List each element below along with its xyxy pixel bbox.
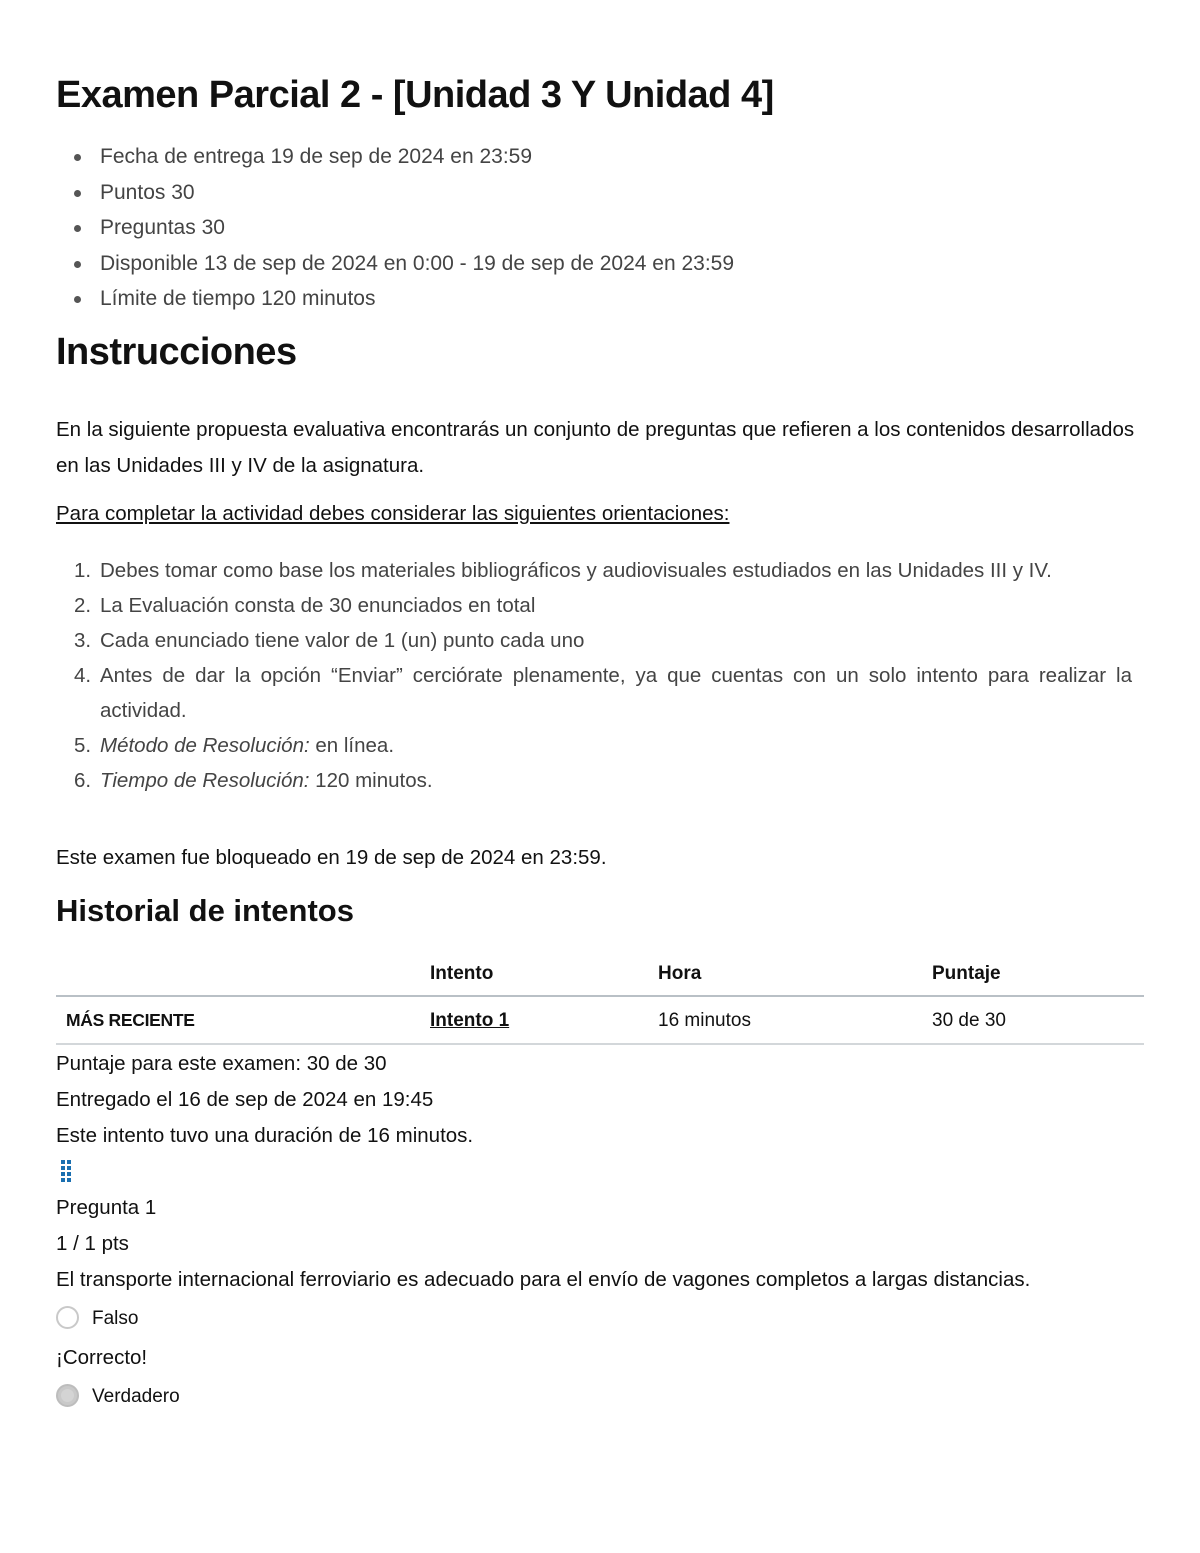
attempt-score: 30 de 30 xyxy=(932,1010,1006,1031)
instructions-intro: En la siguiente propuesta evaluativa encontrarás un conjunto de preguntas que refieren a los contenidos desarrollados en las Unidades III y IV de la asignatura. xyxy=(56,418,1135,477)
quiz-score: Puntaje para este examen: 30 de 30 xyxy=(56,1052,387,1075)
submitted-date: Entregado el 16 de sep de 2024 en 19:45 xyxy=(56,1088,434,1111)
points-total: Puntos 30 xyxy=(56,175,734,211)
questions-count: Preguntas 30 xyxy=(56,210,734,246)
radio-selected-icon[interactable] xyxy=(56,1384,79,1407)
orientation-item: 5. Método de Resolución: en línea. xyxy=(74,734,395,757)
orientation-item: 1. Debes tomar como base los materiales bibliográficos y audiovisuales estudiados en las Unidades III y IV. xyxy=(74,559,1052,582)
header-score: Puntaje xyxy=(932,963,1001,984)
header-time: Hora xyxy=(658,963,702,984)
orientations-label: Para completar la actividad debes considerar las siguientes orientaciones: xyxy=(56,502,730,525)
orientation-item: 2. La Evaluación consta de 30 enunciados en total xyxy=(74,594,536,617)
correct-label: ¡Correcto! xyxy=(56,1346,148,1369)
drag-handle-icon[interactable] xyxy=(61,1160,73,1184)
question-title: Pregunta 1 xyxy=(56,1196,157,1219)
answer-option-true[interactable] xyxy=(56,1380,1146,1418)
question-points: 1 / 1 pts xyxy=(56,1232,129,1255)
history-heading: Historial de intentos xyxy=(56,893,354,928)
question-text: El transporte internacional ferroviario es adecuado para el envío de vagones completos a largas distancias. xyxy=(56,1268,1031,1291)
attempt-duration: Este intento tuvo una duración de 16 minutos. xyxy=(56,1124,474,1147)
header-attempt: Intento xyxy=(430,963,494,984)
attempt-link[interactable]: Intento 1 xyxy=(430,1010,510,1031)
table-header xyxy=(56,953,1144,997)
instructions-heading: Instrucciones xyxy=(56,331,297,373)
attempt-summary xyxy=(56,1046,1146,1154)
table-row xyxy=(56,997,1144,1045)
time-limit: Límite de tiempo 120 minutos xyxy=(56,281,734,317)
answer-label: Falso xyxy=(92,1308,139,1329)
blocked-note: Este examen fue bloqueado en 19 de sep de 2024 en 23:59. xyxy=(56,846,607,869)
availability: Disponible 13 de sep de 2024 en 0:00 - 19 de sep de 2024 en 23:59 xyxy=(56,246,734,282)
page-title: Examen Parcial 2 - [Unidad 3 Y Unidad 4] xyxy=(56,74,774,116)
orientation-item: 6. Tiempo de Resolución: 120 minutos. xyxy=(74,769,433,792)
most-recent-label: MÁS RECIENTE xyxy=(66,1010,195,1030)
answer-option-false[interactable] xyxy=(56,1302,1146,1340)
orientation-item: 4. Antes de dar la opción “Enviar” cerciórate plenamente, ya que cuentas con un solo intento para realizar la actividad. xyxy=(74,664,1132,722)
question-1 xyxy=(56,1190,1146,1418)
radio-icon[interactable] xyxy=(56,1306,79,1329)
due-date: Fecha de entrega 19 de sep de 2024 en 23:59 xyxy=(56,139,734,175)
orientations-list xyxy=(56,553,1132,798)
attempt-time: 16 minutos xyxy=(658,1010,751,1031)
quiz-details-list xyxy=(56,139,734,317)
attempts-table xyxy=(56,953,1144,1045)
answer-label: Verdadero xyxy=(92,1386,180,1407)
orientation-item: 3. Cada enunciado tiene valor de 1 (un) punto cada uno xyxy=(74,629,585,652)
